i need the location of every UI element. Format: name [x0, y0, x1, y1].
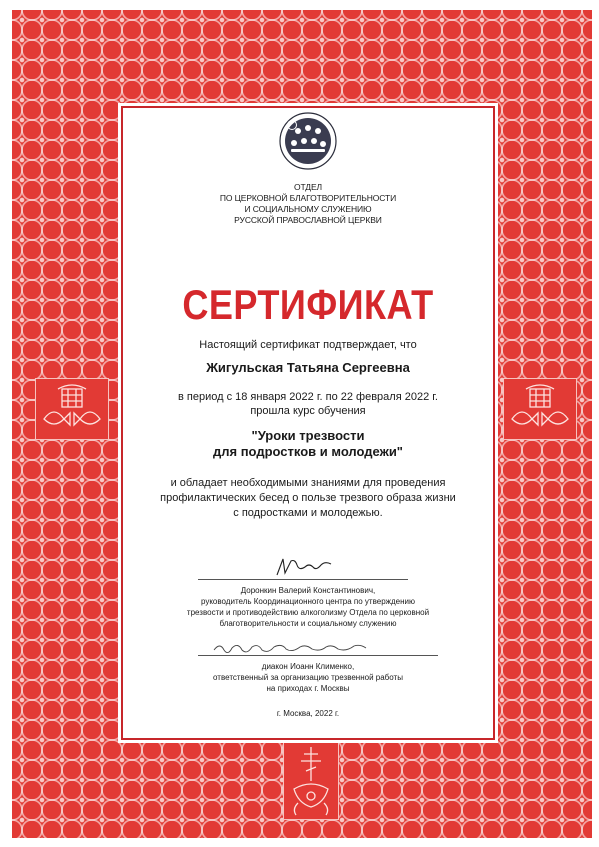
place-date: г. Москва, 2022 г.	[276, 709, 340, 718]
signer-1-line: трезвости и противодействию алкоголизму Отдела по церковной	[186, 608, 430, 617]
organization-line: И СОЦИАЛЬНОМУ СЛУЖЕНИЮ	[244, 204, 372, 214]
passed-text: прошла курс обучения	[250, 405, 366, 417]
course-title-line: для подростков и молодежи"	[213, 444, 403, 459]
course-title	[118, 428, 498, 460]
cross-emblem-icon	[283, 740, 339, 820]
fish-emblem-left-icon	[35, 378, 109, 440]
signer-1-line: благотворительности и социальному служению	[219, 619, 397, 628]
signer-2-line: на приходах г. Москвы	[266, 684, 350, 693]
fish-emblem-right-icon	[503, 378, 577, 440]
certificate-paper	[118, 103, 498, 743]
confirm-text: Настоящий сертификат подтверждает, что	[199, 339, 417, 351]
organization-line: ОТДЕЛ	[293, 182, 323, 192]
signature-line	[198, 579, 408, 580]
signer-2-line: диакон Иоанн Клименко,	[261, 662, 355, 671]
organization-line: РУССКОЙ ПРАВОСЛАВНОЙ ЦЕРКВИ	[234, 215, 382, 225]
church-logo-icon	[278, 111, 338, 171]
certificate-title: СЕРТИФИКАТ	[182, 281, 434, 328]
organization-block	[118, 182, 498, 226]
knowledge-text: и обладает необходимыми знаниями для проведения профилактических бесед о пользе трезвого образа жизни с подростками и молодежью.	[160, 477, 456, 519]
signature-1	[273, 555, 335, 581]
signer-2	[118, 661, 498, 694]
organization-line: ПО ЦЕРКОВНОЙ БЛАГОТВОРИТЕЛЬНОСТИ	[219, 193, 397, 203]
recipient-name: Жигульская Татьяна Сергеевна	[206, 360, 410, 375]
signature-line	[198, 655, 438, 656]
period-text: в период с 18 января 2022 г. по 22 февраля 2022 г.	[178, 391, 438, 403]
signer-1-line: руководитель Координационного центра по утверждению	[200, 597, 416, 606]
signer-2-line: ответственный за организацию трезвенной работы	[213, 673, 403, 682]
signature-2	[210, 639, 410, 655]
signer-1-line: Доронкин Валерий Константинович,	[240, 586, 376, 595]
course-title-line: "Уроки трезвости	[251, 428, 365, 443]
signer-1	[118, 585, 498, 629]
